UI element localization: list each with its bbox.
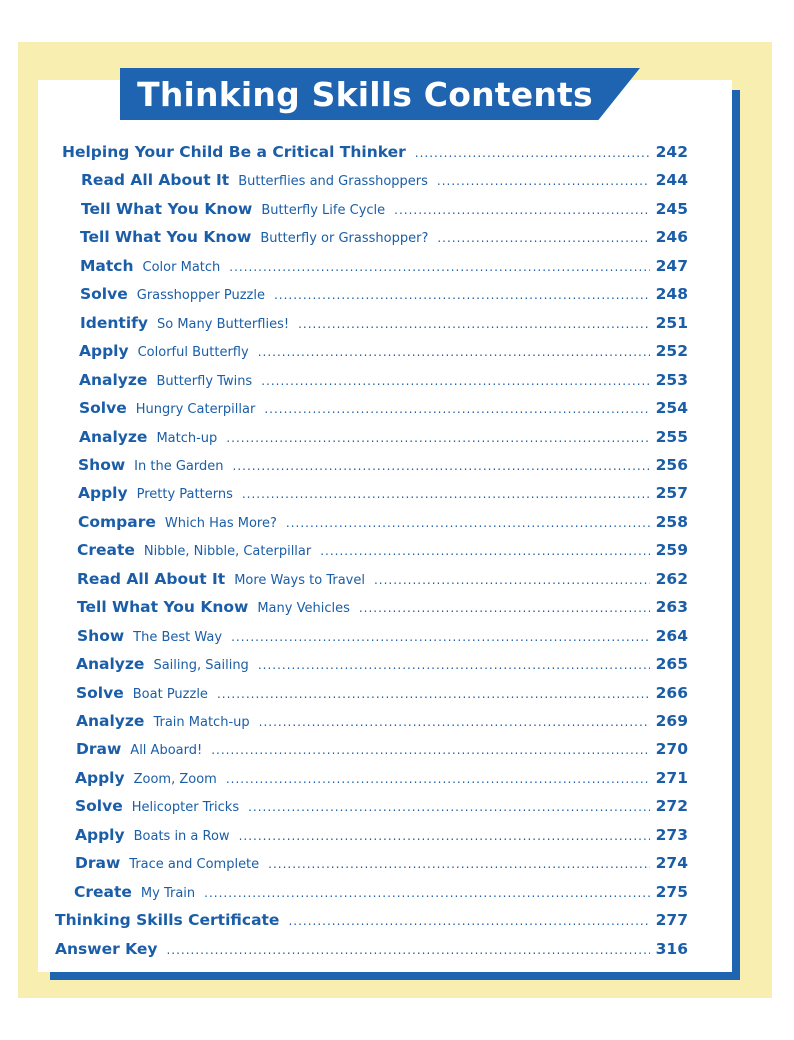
toc-skill: Create: [77, 541, 135, 560]
toc-skill: Solve: [79, 399, 127, 418]
toc-page-number: 259: [655, 541, 688, 560]
toc-topic: Color Match: [142, 259, 221, 275]
toc-topic: Train Match-up: [153, 715, 250, 730]
toc-entry[interactable]: [75, 854, 688, 882]
dot-leader: [231, 630, 650, 644]
toc-page-number: 253: [655, 370, 688, 389]
toc-entry[interactable]: [80, 257, 688, 285]
toc-topic: Colorful Butterfly: [137, 345, 249, 361]
toc-page-number: 246: [655, 228, 688, 247]
toc-entry[interactable]: [76, 740, 688, 768]
toc-entry[interactable]: [77, 570, 688, 598]
toc-page-number: 264: [655, 626, 688, 645]
dot-leader: [204, 886, 650, 900]
dot-leader: [211, 743, 650, 757]
toc-entry[interactable]: [77, 598, 688, 626]
toc-page-number: 275: [655, 882, 688, 901]
toc-entry[interactable]: [75, 769, 688, 797]
toc-page-number: 242: [655, 143, 688, 161]
toc-entry[interactable]: [75, 797, 688, 825]
toc-page-number: 266: [655, 683, 688, 702]
toc-topic: Trace and Complete: [129, 857, 260, 873]
dot-leader: [274, 288, 650, 302]
toc-skill: Analyze: [76, 712, 145, 730]
toc-page-number: 255: [655, 427, 688, 446]
dot-leader: [264, 402, 650, 416]
toc-page-number: 270: [655, 740, 688, 759]
dot-leader: [229, 260, 650, 274]
dot-leader: [226, 431, 650, 445]
page-title: Thinking Skills Contents: [137, 75, 593, 114]
toc-entry[interactable]: [81, 171, 688, 199]
toc-entry[interactable]: [80, 285, 688, 313]
toc-skill: Create: [74, 882, 132, 901]
toc-entry[interactable]: [74, 883, 688, 911]
toc-page-number: 244: [655, 171, 688, 190]
toc-entry[interactable]: [75, 826, 688, 854]
toc-entry[interactable]: [81, 200, 688, 228]
toc-skill: Apply: [79, 342, 129, 361]
toc-entry[interactable]: [76, 655, 688, 683]
dot-leader: [298, 317, 650, 331]
toc-topic: Hungry Caterpillar: [135, 402, 256, 418]
toc-skill: Tell What You Know: [80, 228, 252, 247]
toc-skill: Analyze: [76, 655, 145, 674]
toc-topic: Butterfly Life Cycle: [261, 202, 386, 218]
toc-page-number: 257: [655, 484, 688, 503]
toc-page-number: 277: [655, 911, 688, 930]
toc-page-number: 248: [655, 285, 688, 304]
dot-leader: [233, 459, 651, 473]
dot-leader: [437, 174, 650, 188]
toc-page-number: 265: [655, 655, 688, 674]
dot-leader: [415, 146, 650, 160]
dot-leader: [258, 658, 650, 672]
dot-leader: [248, 800, 650, 814]
toc-skill: Show: [77, 626, 125, 645]
toc-entry[interactable]: [62, 143, 688, 171]
toc-skill: Solve: [76, 683, 124, 702]
toc-entry[interactable]: [77, 627, 688, 655]
toc-topic: Match-up: [156, 430, 218, 446]
dot-leader: [268, 857, 650, 871]
toc-entry[interactable]: [78, 484, 688, 512]
dot-leader: [261, 374, 650, 388]
toc-entry[interactable]: [55, 911, 688, 939]
dot-leader: [258, 345, 650, 359]
toc-topic: Helicopter Tricks: [131, 800, 240, 816]
toc-skill: Match: [80, 256, 134, 275]
toc-entry[interactable]: [79, 342, 688, 370]
toc-topic: Zoom, Zoom: [133, 771, 217, 787]
dot-leader: [320, 544, 650, 558]
toc-topic: Boat Puzzle: [132, 686, 208, 702]
toc-entry[interactable]: [80, 314, 688, 342]
toc-skill: Show: [78, 455, 126, 474]
toc-skill: Solve: [75, 797, 123, 816]
toc-skill: Tell What You Know: [77, 598, 249, 617]
toc-page-number: 269: [655, 712, 688, 730]
toc-topic: Butterfly Twins: [156, 373, 253, 389]
dot-leader: [437, 231, 650, 245]
dot-leader: [259, 715, 650, 729]
toc-skill: Apply: [75, 825, 125, 844]
dot-leader: [374, 573, 650, 587]
dot-leader: [359, 601, 650, 615]
toc-topic: More Ways to Travel: [234, 572, 365, 588]
toc-skill: Analyze: [79, 427, 148, 446]
toc-topic: Butterflies and Grasshoppers: [238, 174, 428, 190]
dot-leader: [286, 516, 650, 530]
toc-skill: Apply: [75, 768, 125, 787]
toc-page-number: 258: [655, 512, 688, 531]
toc-entry[interactable]: [77, 541, 688, 569]
toc-skill: Identify: [80, 313, 148, 332]
toc-page-number: 245: [655, 199, 688, 218]
toc-topic: So Many Butterflies!: [156, 316, 290, 332]
toc-topic: In the Garden: [134, 458, 224, 474]
toc-topic: Boats in a Row: [133, 828, 230, 844]
toc-entry[interactable]: [55, 940, 688, 968]
toc-topic: My Train: [140, 885, 196, 901]
toc-page-number: 256: [655, 455, 688, 474]
toc-entry[interactable]: [78, 513, 688, 541]
toc-topic: Nibble, Nibble, Caterpillar: [143, 544, 312, 560]
toc-page-number: 263: [655, 598, 688, 617]
toc-entry[interactable]: [79, 399, 688, 427]
toc-entry[interactable]: [76, 712, 688, 740]
toc-topic: Butterfly or Grasshopper?: [260, 231, 429, 247]
toc-skill: Solve: [80, 285, 128, 304]
toc-skill: Apply: [78, 484, 128, 503]
toc-entry[interactable]: [76, 684, 688, 712]
toc-page-number: 262: [655, 569, 688, 588]
toc-entry[interactable]: [79, 371, 688, 399]
toc-topic: All Aboard!: [130, 743, 203, 759]
toc-page-number: 272: [655, 797, 688, 816]
toc-page-number: 247: [655, 256, 688, 275]
toc-page-number: 273: [655, 825, 688, 844]
dot-leader: [242, 487, 650, 501]
toc-entry[interactable]: [79, 428, 688, 456]
toc-skill: Draw: [75, 854, 121, 873]
dot-leader: [239, 829, 650, 843]
dot-leader: [288, 914, 650, 928]
toc-skill: Helping Your Child Be a Critical Thinker: [62, 143, 406, 161]
toc-skill: Read All About It: [77, 569, 226, 588]
toc-page-number: 254: [655, 399, 688, 418]
toc-page-number: 316: [655, 939, 688, 958]
toc-topic: Sailing, Sailing: [153, 658, 249, 674]
toc-topic: Which Has More?: [164, 515, 277, 531]
toc-entry[interactable]: [80, 228, 688, 256]
toc-skill: Compare: [78, 512, 156, 531]
toc-topic: Pretty Patterns: [136, 487, 233, 503]
toc-topic: Many Vehicles: [257, 601, 350, 617]
toc-page-number: 274: [655, 854, 688, 873]
dot-leader: [226, 772, 650, 786]
toc-page-number: 252: [655, 342, 688, 361]
toc-skill: Answer Key: [55, 939, 158, 958]
toc-topic: Grasshopper Puzzle: [136, 288, 265, 304]
toc-skill: Tell What You Know: [81, 199, 253, 218]
toc-skill: Read All About It: [81, 171, 230, 190]
dot-leader: [394, 203, 650, 217]
toc-entry[interactable]: [78, 456, 688, 484]
toc-topic: The Best Way: [133, 629, 223, 645]
toc-page-number: 271: [655, 768, 688, 787]
toc-skill: Draw: [76, 740, 122, 759]
dot-leader: [217, 687, 650, 701]
toc-skill: Analyze: [79, 370, 148, 389]
dot-leader: [166, 943, 650, 957]
toc-skill: Thinking Skills Certificate: [55, 911, 280, 930]
toc-page-number: 251: [655, 313, 688, 332]
